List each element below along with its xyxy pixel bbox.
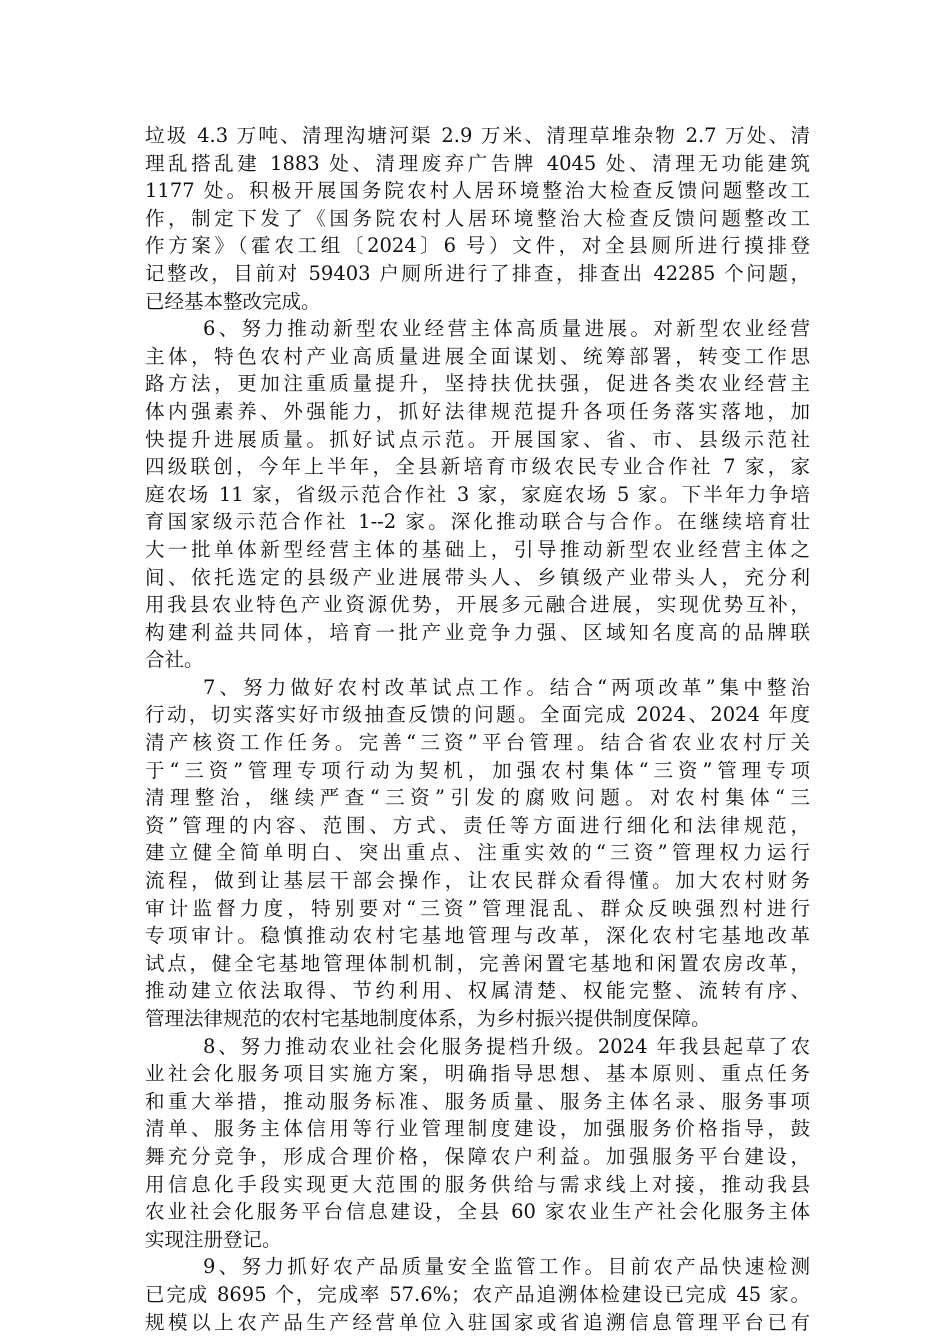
text-line: 育国家级示范合作社 1--2 家。深化推动联合与合作。在继续培育壮 (145, 510, 810, 534)
text-line: 快提升进展质量。抓好试点示范。开展国家、省、市、县级示范社 (145, 427, 810, 451)
text-line: 间、依托选定的县级产业进展带头人、乡镇级产业带头人，充分利 (145, 565, 810, 589)
text-line: 业社会化服务项目实施方案，明确指导思想、基本原则、重点任务 (145, 1062, 810, 1086)
text-line: 资”管理的内容、范围、方式、责任等方面进行细化和法律规范， (145, 813, 810, 837)
paragraph-item-7 (145, 674, 810, 1033)
text-line: 作，制定下发了《国务院农村人居环境整治大检查反馈问题整改工 (145, 206, 810, 230)
text-line: 已完成 8695 个，完成率 57.6%；农产品追溯体检建设已完成 45 家。 (145, 1282, 810, 1306)
text-line: 庭农场 11 家，省级示范合作社 3 家，家庭农场 5 家。下半年力争培 (145, 482, 810, 506)
text-line: 9、努力抓好农产品质量安全监管工作。目前农产品快速检测 (203, 1255, 810, 1279)
text-line: 清单、服务主体信用等行业管理制度建设，加强服务价格指导，鼓 (145, 1117, 810, 1141)
text-line: 7、努力做好农村改革试点工作。结合“两项改革”集中整治 (203, 675, 810, 699)
text-line: 已经基本整改完成。 (145, 289, 321, 313)
paragraph-environment-cleanup (145, 122, 810, 315)
text-line: 主体，特色农村产业高质量进展全面谋划、统筹部署，转变工作思 (145, 344, 810, 368)
text-line: 四级联创，今年上半年，全县新培育市级农民专业合作社 7 家，家 (145, 455, 810, 479)
paragraph-item-8 (145, 1033, 810, 1254)
text-line: 体内强素养、外强能力，抓好法律规范提升各项任务落实落地，加 (145, 399, 810, 423)
text-line: 8、努力推动农业社会化服务提档升级。2024 年我县起草了农 (203, 1034, 810, 1058)
text-line: 垃圾 4.3 万吨、清理沟塘河渠 2.9 万米、清理草堆杂物 2.7 万处、清 (145, 124, 810, 147)
document-body (145, 122, 810, 1336)
text-line: 记整改，目前对 59403 户厕所进行了排查，排查出 42285 个问题， (145, 261, 810, 285)
text-line: 和重大举措，推动服务标准、服务质量、服务主体名录、服务事项 (145, 1089, 810, 1113)
text-line: 用我县农业特色产业资源优势，开展多元融合进展，实现优势互补， (145, 593, 810, 617)
text-line: 构建利益共同体，培育一批产业竞争力强、区域知名度高的品牌联 (145, 620, 810, 644)
text-line: 试点，健全宅基地管理体制机制，完善闲置宅基地和闲置农房改革， (145, 951, 810, 975)
text-line: 专项审计。稳慎推动农村宅基地管理与改革，深化农村宅基地改革 (145, 924, 810, 948)
text-line: 合社。 (145, 648, 204, 672)
text-line: 大一批单体新型经营主体的基础上，引导推动新型农业经营主体之 (145, 537, 810, 561)
text-line: 审计监督力度，特别要对“三资”管理混乱、群众反映强烈村进行 (145, 896, 810, 920)
text-line: 1177 处。积极开展国务院农村人居环境整治大检查反馈问题整改工 (145, 179, 810, 203)
text-line: 用信息化手段实现更大范围的服务供给与需求线上对接，推动我县 (145, 1172, 810, 1196)
text-line: 舞充分竞争，形成合理价格，保障农户利益。加强服务平台建设， (145, 1144, 810, 1168)
text-line: 理乱搭乱建 1883 处、清理废弃广告牌 4045 处、清理无功能建筑 (145, 151, 810, 175)
text-line: 清产核资工作任务。完善“三资”平台管理。结合省农业农村厅关 (145, 731, 810, 755)
text-line: 建立健全简单明白、突出重点、注重实效的“三资”管理权力运行 (145, 841, 810, 865)
text-line: 推动建立依法取得、节约利用、权属清楚、权能完整、流转有序、 (145, 979, 810, 1003)
text-line: 作方案》（霍农工组〔2024〕6 号）文件，对全县厕所进行摸排登 (145, 234, 810, 258)
text-line: 6、努力推动新型农业经营主体高质量进展。对新型农业经营 (203, 317, 810, 341)
paragraph-item-9 (145, 1253, 810, 1336)
text-line: 行动，切实落实好市级抽查反馈的问题。全面完成 2024、2024 年度 (145, 703, 810, 727)
text-line: 清理整治，继续严查“三资”引发的腐败问题。对农村集体“三 (145, 786, 810, 810)
text-line: 于“三资”管理专项行动为契机，加强农村集体“三资”管理专项 (145, 758, 810, 782)
paragraph-item-6 (145, 315, 810, 674)
text-line: 流程，做到让基层干部会操作，让农民群众看得懂。加大农村财务 (145, 869, 810, 893)
text-line: 路方法，更加注重质量提升，坚持扶优扶强，促进各类农业经营主 (145, 372, 810, 396)
text-line: 管理法律规范的农村宅基地制度体系，为乡村振兴提供制度保障。 (145, 1007, 711, 1030)
text-line: 实现注册登记。 (145, 1227, 282, 1251)
text-line: 农业社会化服务平台信息建设，全县 60 家农业生产社会化服务主体 (145, 1200, 810, 1224)
text-line: 规模以上农产品生产经营单位入驻国家或省追溯信息管理平台已有 (145, 1310, 810, 1334)
